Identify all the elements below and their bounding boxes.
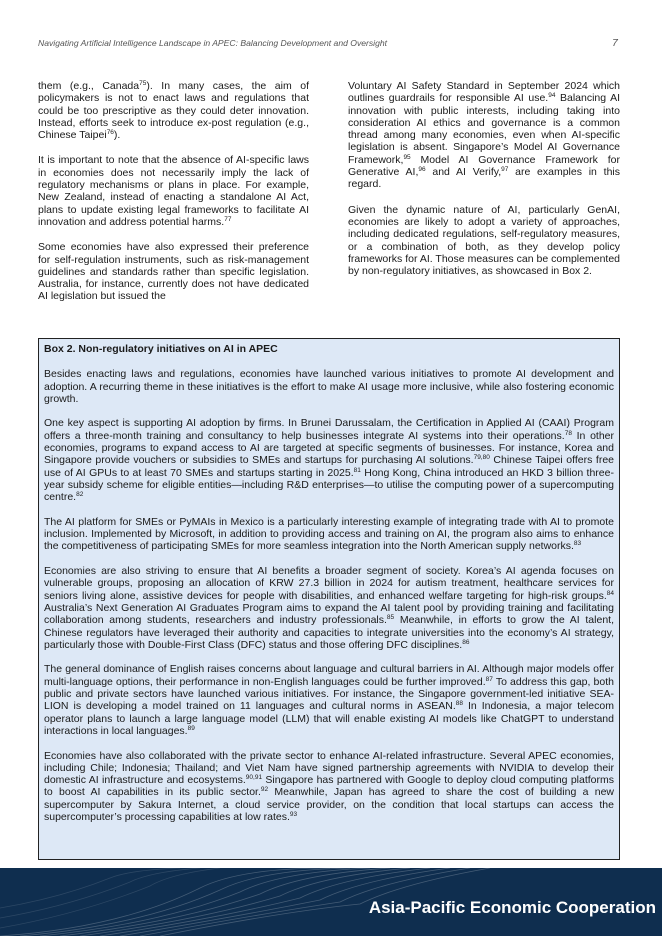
footnote-ref: 89 bbox=[187, 724, 195, 732]
footnote-ref: 97 bbox=[501, 166, 509, 174]
footnote-ref: 82 bbox=[76, 491, 84, 499]
footnote-ref: 81 bbox=[353, 466, 361, 474]
footnote-ref: 95 bbox=[403, 153, 411, 161]
page-number: 7 bbox=[612, 37, 618, 49]
footnote-ref: 96 bbox=[418, 166, 426, 174]
box-paragraph: Besides enacting laws and regulations, economies have launched various initiatives to promote AI development and adoption. A recurring theme in these initiatives is the effort to make AI usage more inclusive, while also fostering economic growth. bbox=[44, 368, 614, 405]
box-paragraph: Economies are also striving to ensure that AI benefits a broader segment of society. Korea’s AI agenda focuses on vulnerable groups, proposing an allocation of KRW 27.3 billion in 2024 for autism treatment, healthcare services for seniors living alone, assistive devices for people with disabilities, and enhanced welfare targeting for high-risk groups.$^{84}$ Australia’s Next Generation AI Graduates Program aims to expand the AI talent pool by providing training and facilitating collaboration among students, researchers and industry professionals.$^{85}$ Meanwhile, in efforts to grow the AI talent, Chinese regulators have leveraged their authority and capacities to integrate universities into the economy’s AI strategy, particularly those with Double-First Class (DFC) status and those offering DFC disciplines.$^{86}$ bbox=[44, 565, 614, 651]
footnote-ref: 83 bbox=[573, 540, 582, 548]
footnote-ref: 85 bbox=[386, 614, 395, 622]
box-title: Box 2. Non-regulatory initiatives on AI in APEC bbox=[44, 343, 278, 355]
footnote-ref: 90,91 bbox=[245, 774, 263, 782]
footnote-ref: 77 bbox=[224, 215, 232, 223]
footnote-ref: 94 bbox=[548, 92, 556, 100]
box-2-panel bbox=[38, 338, 620, 860]
box-paragraph: One key aspect is supporting AI adoption by firms. In Brunei Darussalam, the Certification in Applied AI (CAAI) Program offers a three-month training and consultancy to help businesses integrate AI systems into their operations.$^{78}$ In other economies, programs to expand access to AI are targeted at specific segments of businesses. For instance, Korea and Singapore provide vouchers or subsidies to SMEs and startups for purchasing AI solutions.$^{79,80}$ Chinese Taipei offers free use of AI GPUs to at least 70 SMEs and startups starting in 2025.81 Hong Kong, China introduced an HKD 3 billion three-year subsidy scheme for eligible entities—including R&D enterprises—to utilise the computing power of a supercomputing centre.$^{82}$ bbox=[44, 417, 615, 504]
body-paragraph: It is important to note that the absence of AI-specific laws in economies does not necessarily imply the lack of regulatory mechanisms or plans in place. For example, New Zealand, instead of enacting a standalone AI Act, plans to update existing legal frameworks to facilitate AI innovation and address potential harms.$^{77}$ bbox=[38, 154, 309, 228]
footnote-ref: 79,80 bbox=[473, 454, 490, 462]
box-paragraph: The AI platform for SMEs or PyMAIs in Mexico is a particularly interesting example of integrating trade with AI to promote inclusion. Implemented by Microsoft, in addition to providing access and training on AI, the program also aims to enhance the competitiveness of participating SMEs for more seamless integration into the North American supply networks.$^{83}$ bbox=[44, 515, 614, 553]
right-column bbox=[348, 80, 620, 290]
footnote-ref: 92 bbox=[260, 786, 269, 794]
footnote-ref: 88 bbox=[455, 700, 464, 708]
running-header-title: Navigating Artificial Intelligence Landscape in APEC: Balancing Development and Oversight bbox=[38, 38, 388, 48]
footnote-ref: 78 bbox=[564, 429, 572, 437]
body-paragraph: Given the dynamic nature of AI, particularly GenAI, economies are likely to adopt a variety of approaches, including dedicated regulations, self-regulatory measures, or a combination of both, as they develop policy frameworks for AI. Those measures can be complemented by non-regulatory initiatives, as showcased in Box 2. bbox=[348, 203, 620, 278]
footnote-ref: 87 bbox=[485, 675, 493, 683]
footnote-ref: 93 bbox=[289, 810, 298, 818]
footnote-ref: 86 bbox=[462, 638, 470, 646]
body-paragraph: Some economies have also expressed their preference for self-regulation instruments, such as risk-management guidelines and standards rather than specific legislation. Australia, for instance, currently does not have dedicated AI legislation but issued the bbox=[38, 241, 309, 303]
body-paragraph: Voluntary AI Safety Standard in September 2024 which outlines guardrails for responsible AI use.$^{94}$ Balancing AI innovation with public interests, including taking into consideration AI ethics and governance is a common thread among many economies, even when AI-specific legislation is absent. Singapore’s Model AI Governance Framework,$^{95}$ Model AI Governance Framework for Generative AI,$^{96}$ and AI Verify,$^{97}$ are examples in this regard. bbox=[348, 80, 620, 191]
footnote-ref: 84 bbox=[606, 589, 614, 597]
footnote-ref: 76 bbox=[106, 129, 114, 137]
footnote-ref: 75 bbox=[139, 80, 147, 87]
footer-banner bbox=[0, 868, 662, 936]
box-paragraph: The general dominance of English raises concerns about language and cultural barriers in AI. Although major models offer multi-language options, their performance in non-English languages could be further improved.$^{87}$ To address this gap, both public and private sectors have launched various initiatives. For instance, the Singapore government-led initiative SEA-LION is developing a model trained on 11 languages and cultural norms in ASEAN.$^{88}$ In Indonesia, a major telecom operator plans to launch a large language model (LLM) that will enable existing AI models like ChatGPT to understand interactions in local languages.$^{89}$ bbox=[44, 663, 614, 737]
left-column bbox=[38, 80, 309, 316]
organization-name: Asia-Pacific Economic Cooperation bbox=[368, 898, 656, 917]
body-paragraph: them (e.g., Canada$^{75}$). In many cases, the aim of policymakers is not to enact laws and regulations that could be too prescriptive as they could deter innovation. Instead, efforts seek to introduce ex-post regulation (e.g., Chinese Taipei$^{76}$). bbox=[38, 80, 310, 142]
box-paragraph: Economies have also collaborated with the private sector to enhance AI-related infrastructure. Several APEC economies, including Chile; Indonesia; Thailand; and Viet Nam have signed partnership agreements with NVIDIA to develop their domestic AI infrastructure and ecosystems.$^{90,91}$ Singapore has partnered with Google to deploy cloud computing platforms to boost AI capabilities in its public sector.$^{92}$ Meanwhile, Japan has agreed to share the cost of building a new supercomputer by Sakura Internet, a cloud service provider, on the condition that local startups can access the supercomputer’s processing capabilities at low rates.$^{93}$ bbox=[44, 749, 615, 823]
